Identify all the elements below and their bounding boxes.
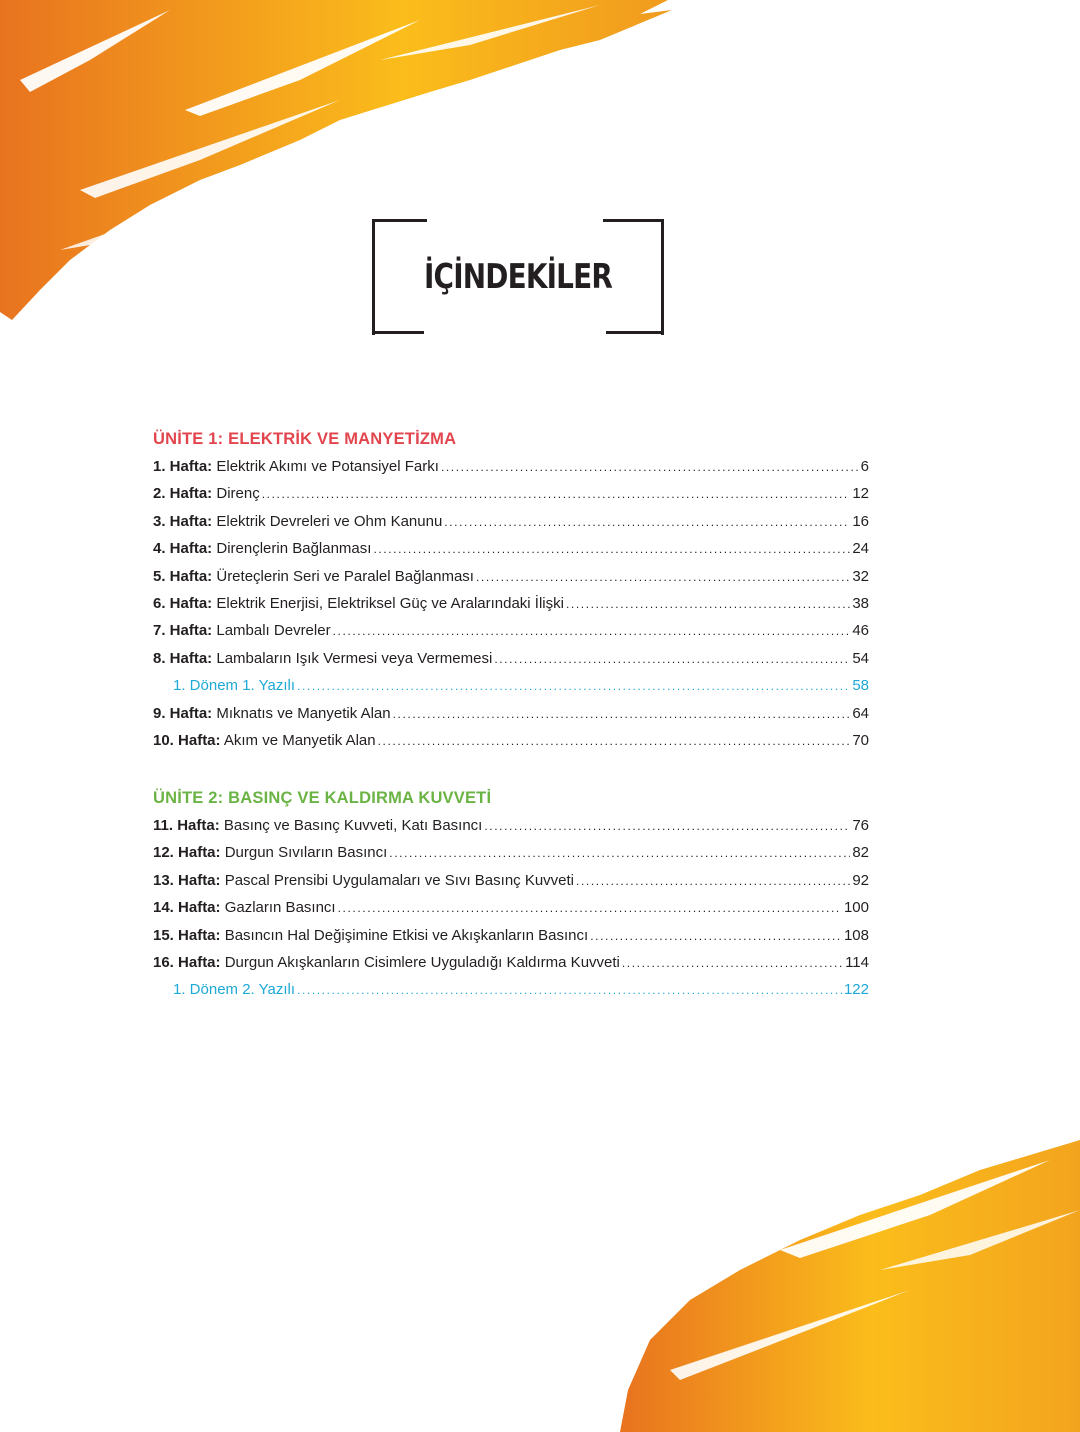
- toc-row[interactable]: [153, 513, 869, 540]
- week-label: 5. Hafta:: [153, 567, 213, 585]
- unit-1-rows: [153, 458, 869, 759]
- toc-entry: [153, 844, 387, 861]
- unit-2-title: ÜNİTE 2: BASINÇ VE KALDIRMA KUVVETİ: [153, 789, 492, 807]
- week-label: 6. Hafta:: [153, 594, 213, 612]
- topic-label: Basınç ve Basınç Kuvveti, Katı Basıncı: [223, 817, 483, 834]
- dot-leader: [297, 679, 850, 693]
- page-number: 64: [852, 704, 869, 722]
- dot-leader: [566, 597, 850, 611]
- page-number: 100: [843, 899, 869, 917]
- week-label: 15. Hafta:: [153, 926, 221, 944]
- toc-exam-row[interactable]: [153, 981, 869, 1008]
- dot-leader: [373, 542, 850, 556]
- topic-label: Lambaların Işık Vermesi veya Vermemesi: [216, 649, 493, 667]
- topic-label: Durgun Sıvıların Basıncı: [224, 844, 388, 862]
- topic-label: Pascal Prensibi Uygulamaları ve Sıvı Basınç Kuvveti: [224, 871, 575, 889]
- unit-1-title: ÜNİTE 1: ELEKTRİK VE MANYETİZMA: [153, 430, 457, 448]
- week-label: 13. Hafta:: [153, 871, 221, 889]
- toc-row[interactable]: [153, 568, 869, 595]
- toc-row[interactable]: [153, 622, 869, 649]
- page-number: 12: [852, 485, 869, 503]
- week-label: 2. Hafta:: [153, 485, 213, 503]
- toc-entry: [153, 927, 588, 944]
- toc-entry: [153, 540, 371, 557]
- week-label: 3. Hafta:: [153, 512, 213, 530]
- unit-1-section: [153, 430, 869, 759]
- week-label: 9. Hafta:: [153, 704, 213, 722]
- toc-row[interactable]: [153, 927, 869, 954]
- toc-row[interactable]: [153, 954, 869, 981]
- exam-label: 1. Dönem 2. Yazılı: [173, 981, 296, 999]
- unit-2-rows: [153, 817, 869, 1009]
- unit-2-section: [153, 789, 869, 1009]
- week-label: 10. Hafta:: [153, 731, 221, 749]
- title-frame: [372, 219, 664, 334]
- toc-entry: [153, 622, 331, 639]
- toc-row[interactable]: [153, 595, 869, 622]
- page-number: 92: [852, 871, 869, 889]
- toc-row[interactable]: [153, 817, 869, 844]
- page-number: 82: [852, 844, 869, 862]
- toc-entry: [153, 485, 260, 502]
- topic-label: Üreteçlerin Seri ve Paralel Bağlanması: [216, 567, 474, 585]
- toc-entry: [153, 513, 442, 530]
- toc-entry: [153, 954, 620, 971]
- dot-leader: [622, 956, 843, 970]
- toc-entry: [153, 568, 474, 585]
- dot-leader: [576, 874, 850, 888]
- week-label: 4. Hafta:: [153, 540, 213, 558]
- toc-row[interactable]: [153, 458, 869, 485]
- orange-brush-stroke-bottom: [610, 1140, 1080, 1432]
- toc-row[interactable]: [153, 872, 869, 899]
- page-number: 24: [852, 540, 869, 558]
- frame-bottom-right: [606, 331, 664, 334]
- topic-label: Gazların Basıncı: [224, 899, 336, 917]
- page-number: 16: [852, 512, 869, 530]
- toc-entry: [153, 650, 492, 667]
- page-number: 122: [843, 981, 869, 999]
- topic-label: Elektrik Enerjisi, Elektriksel Güç ve Aralarındaki İlişki: [216, 594, 564, 612]
- toc-entry: [153, 872, 574, 889]
- week-label: 12. Hafta:: [153, 844, 221, 862]
- toc-entry: [153, 595, 564, 612]
- dot-leader: [378, 734, 851, 748]
- toc-entry: [153, 705, 391, 722]
- dot-leader: [297, 983, 842, 997]
- page-number: 58: [852, 677, 869, 695]
- exam-label: 1. Dönem 1. Yazılı: [173, 677, 296, 695]
- page-number: 38: [852, 594, 869, 612]
- dot-leader: [484, 819, 850, 833]
- page-number: 46: [852, 622, 869, 640]
- topic-label: Lambalı Devreler: [216, 622, 331, 640]
- topic-label: Dirençlerin Bağlanması: [216, 540, 372, 558]
- week-label: 8. Hafta:: [153, 649, 213, 667]
- toc-row[interactable]: [153, 705, 869, 732]
- dot-leader: [262, 487, 851, 501]
- toc-row[interactable]: [153, 540, 869, 567]
- page-number: 6: [860, 458, 869, 475]
- toc-entry: [153, 899, 336, 916]
- dot-leader: [393, 707, 851, 721]
- page-title: İÇİNDEKİLER: [424, 257, 612, 297]
- page-number: 114: [845, 953, 869, 971]
- page-number: 54: [852, 649, 869, 667]
- week-label: 16. Hafta:: [153, 953, 221, 971]
- dot-leader: [333, 624, 851, 638]
- week-label: 7. Hafta:: [153, 622, 213, 640]
- page-number: 70: [852, 731, 869, 749]
- toc-exam-row[interactable]: [153, 677, 869, 704]
- topic-label: Elektrik Akımı ve Potansiyel Farkı: [216, 458, 439, 475]
- toc-row[interactable]: [153, 844, 869, 871]
- topic-label: Direnç: [216, 485, 260, 503]
- toc-row[interactable]: [153, 732, 869, 759]
- toc-row[interactable]: [153, 899, 869, 926]
- toc-row[interactable]: [153, 650, 869, 677]
- toc-entry: [153, 732, 376, 749]
- toc-entry: [153, 458, 439, 475]
- topic-label: Durgun Akışkanların Cisimlere Uyguladığı Kaldırma Kuvveti: [224, 953, 620, 971]
- page-number: 76: [852, 817, 869, 834]
- topic-label: Basıncın Hal Değişimine Etkisi ve Akışkanların Basıncı: [224, 926, 589, 944]
- dot-leader: [441, 460, 859, 474]
- topic-label: Elektrik Devreleri ve Ohm Kanunu: [216, 512, 443, 530]
- toc-entry: [153, 817, 482, 834]
- week-label: 11. Hafta:: [153, 817, 220, 834]
- topic-label: Mıknatıs ve Manyetik Alan: [216, 704, 391, 722]
- week-label: 14. Hafta:: [153, 899, 221, 917]
- dot-leader: [444, 515, 850, 529]
- week-label: 1. Hafta:: [153, 458, 213, 475]
- toc-row[interactable]: [153, 485, 869, 512]
- dot-leader: [494, 652, 850, 666]
- topic-label: Akım ve Manyetik Alan: [223, 731, 376, 749]
- frame-bottom-left: [372, 331, 424, 334]
- dot-leader: [476, 570, 850, 584]
- page-number: 32: [852, 567, 869, 585]
- dot-leader: [389, 846, 850, 860]
- dot-leader: [338, 901, 842, 915]
- dot-leader: [590, 929, 842, 943]
- page-number: 108: [843, 926, 869, 944]
